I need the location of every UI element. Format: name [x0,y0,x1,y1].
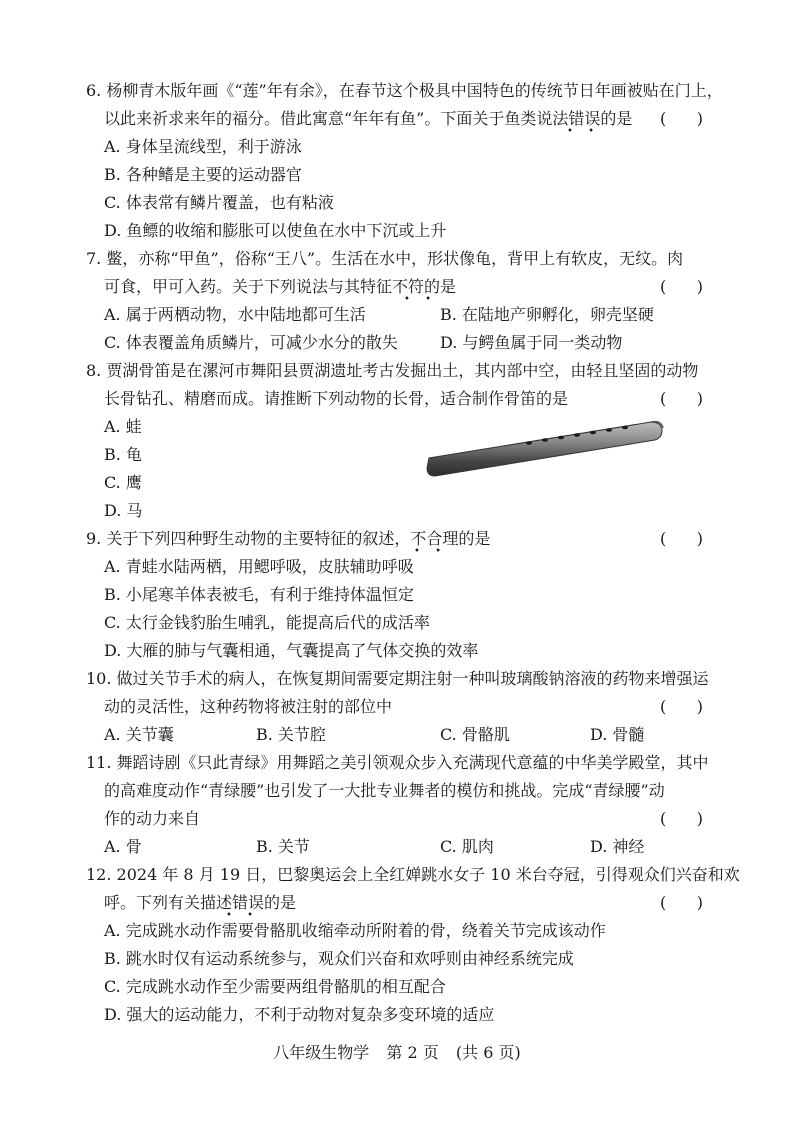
q12-option-c: C. 完成跳水动作至少需要两组骨骼肌的相互配合 [104,977,446,996]
q12-stem-line1: 12. 2024 年 8 月 19 日，巴黎奥运会上全红婵跳水女子 10 米台夺冠，引得观众们兴奋和欢 [86,865,740,884]
q9-option-a: A. 青蛙水陆两栖，用鳃呼吸，皮肤辅助呼吸 [104,557,414,576]
q10-stem-line2: 动的灵活性，这种药物将被注射的部位中 [104,697,393,716]
q10-option-c: C. 骨骼肌 [440,725,510,744]
q8-option-d: D. 马 [104,501,143,520]
q7-option-c: C. 体表覆盖角质鳞片，可减少水分的散失 [104,333,398,352]
q8-answer-blank: ( ) [660,389,703,408]
q12-option-b: B. 跳水时仅有运动系统参与，观众们兴奋和欢呼则由神经系统完成 [104,949,574,968]
q11-option-a: A. 骨 [104,837,142,856]
q9-option-d: D. 大雁的肺与气囊相通，气囊提高了气体交换的效率 [104,641,479,660]
q12-stem-line2: 呼。下列有关描述错误的是 [104,893,297,912]
q9-answer-blank: ( ) [660,529,703,548]
q12-option-d: D. 强大的运动能力，不利于动物对复杂多变环境的适应 [104,1005,495,1024]
q6-option-b: B. 各种鳍是主要的运动器官 [104,165,302,184]
q7-stem-line1: 7. 鳖，亦称“甲鱼”，俗称“王八”。生活在水中，形状像龟，背甲上有软皮，无纹。肉 [86,249,684,268]
q9-stem-line1: 9. 关于下列四种野生动物的主要特征的叙述，不合理的是 [86,529,491,548]
q8-option-a: A. 蛙 [104,417,142,436]
q6-stem-line2: 以此来祈求来年的福分。借此寓意“年年有鱼”。下面关于鱼类说法错误的是 [104,109,633,128]
q11-answer-blank: ( ) [660,809,703,828]
q8-stem-line2: 长骨钻孔、精磨而成。请推断下列动物的长骨，适合制作骨笛的是 [104,389,569,408]
q9-emphasis-dots: • • [414,546,447,557]
q7-option-a: A. 属于两栖动物，水中陆地都可生活 [104,305,366,324]
q11-option-b: B. 关节 [256,837,310,856]
q6-option-d: D. 鱼鳔的收缩和膨胀可以使鱼在水中下沉或上升 [104,221,447,240]
q9-option-c: C. 太行金钱豹胎生哺乳，能提高后代的成活率 [104,613,430,632]
q6-option-c: C. 体表常有鳞片覆盖，也有粘液 [104,193,334,212]
q6-emphasis-dots: • • [567,126,600,137]
q8-option-b: B. 龟 [104,445,142,464]
q10-answer-blank: ( ) [660,697,703,716]
bone-flute-image [425,412,665,480]
footer-page-number: 第 2 页 [386,1043,439,1062]
q8-stem-line1: 8. 贾湖骨笛是在漯河市舞阳县贾湖遗址考古发掘出土，其内部中空，由轻且坚固的动物 [86,361,699,380]
q11-option-d: D. 神经 [590,837,645,856]
q6-stem-line1: 6. 杨柳青木版年画《“莲”年有余》，在春节这个极具中国特色的传统节日年画被贴在门上， [86,81,723,100]
q11-stem-line2: 的高难度动作“青绿腰”也引发了一大批专业舞者的模仿和挑战。完成“青绿腰”动 [104,781,665,800]
q11-option-c: C. 肌肉 [440,837,494,856]
q10-option-b: B. 关节腔 [256,725,326,744]
q10-stem-line1: 10. 做过关节手术的病人，在恢复期间需要定期注射一种叫玻璃酸钠溶液的药物来增强运 [86,669,709,688]
q8-option-c: C. 鹰 [104,473,142,492]
q7-emphasis-dots: • • [404,294,437,305]
footer-total-pages: (共 6 页) [455,1043,521,1062]
q12-answer-blank: ( ) [660,893,703,912]
q7-option-b: B. 在陆地产卵孵化，卵壳坚硬 [440,305,654,324]
q7-stem-line2: 可食，甲可入药。关于下列说法与其特征不符的是 [104,277,457,296]
q9-option-b: B. 小尾寒羊体表被毛，有利于维持体温恒定 [104,585,414,604]
footer-subject: 八年级生物学 [273,1043,370,1062]
q6-option-a: A. 身体呈流线型，利于游泳 [104,137,302,156]
q11-stem-line3: 作的动力来自 [104,809,201,828]
q12-option-a: A. 完成跳水动作需要骨骼肌收缩牵动所附着的骨，绕着关节完成该动作 [104,921,606,940]
q7-option-d: D. 与鳄鱼属于同一类动物 [440,333,623,352]
q6-answer-blank: ( ) [660,109,703,128]
q10-option-a: A. 关节囊 [104,725,174,744]
q7-answer-blank: ( ) [660,277,703,296]
page-footer [0,1040,794,1063]
q12-emphasis-dots: • • [226,910,259,921]
q11-stem-line1: 11. 舞蹈诗剧《只此青绿》用舞蹈之美引领观众步入充满现代意蕴的中华美学殿堂，其中 [86,753,709,772]
q10-option-d: D. 骨髓 [590,725,645,744]
